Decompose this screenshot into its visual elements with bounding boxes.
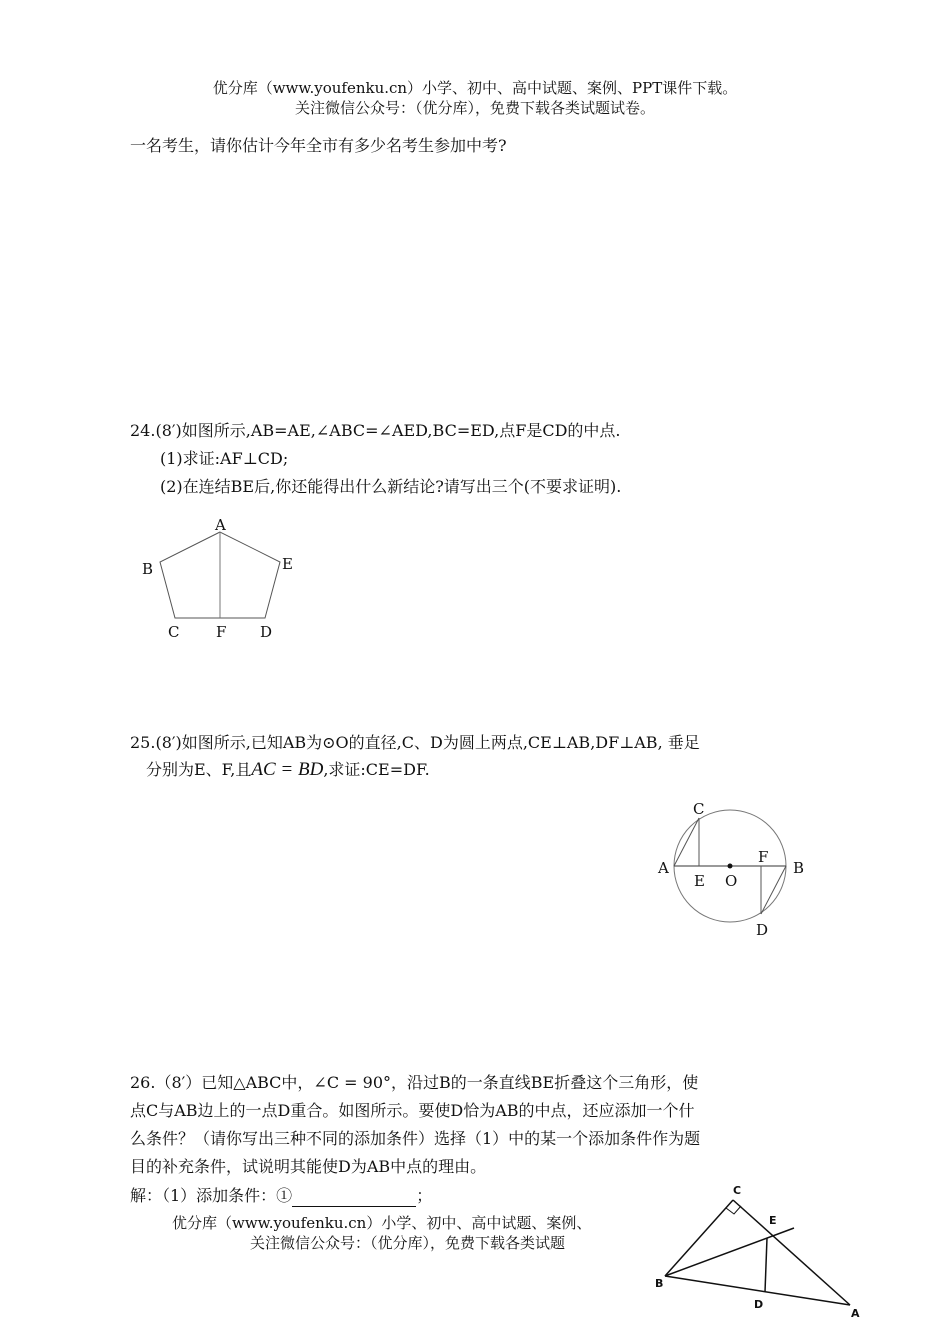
- label-B: B: [655, 1277, 664, 1290]
- q25-line2-pre: 分别为E、F,且: [146, 760, 252, 779]
- label-A: A: [215, 516, 226, 534]
- label-C: C: [168, 623, 180, 641]
- q25-equation: AC = BD: [251, 759, 324, 780]
- label-E: E: [282, 555, 293, 573]
- label-B: B: [793, 859, 805, 877]
- q24-pentagon-figure: [130, 510, 310, 645]
- label-B: B: [142, 560, 154, 578]
- label-C: C: [733, 1184, 742, 1197]
- label-E: E: [694, 872, 705, 890]
- q25-line1: 25.(8′)如图所示,已知AB为⊙O的直径,C、D为圆上两点,CE⊥AB,DF⊥AB, 垂足: [130, 733, 700, 752]
- label-F: F: [216, 623, 227, 641]
- q26-triangle-figure: [648, 1180, 868, 1322]
- q26-answer-suffix: ；: [416, 1186, 433, 1205]
- label-D: D: [260, 623, 273, 641]
- q26-line2: 点C与AB边上的一点D重合。如图所示。要使D恰为AB的中点，还应添加一个什: [130, 1101, 695, 1120]
- q24-part1: (1)求证:AF⊥CD;: [160, 449, 289, 468]
- q25-line2: [146, 759, 430, 781]
- footer-line-2: 关注微信公众号：（优分库），免费下载各类试题: [250, 1234, 566, 1252]
- header-line-1: 优分库（www.youfenku.cn）小学、初中、高中试题、案例、PPT课件下载。: [212, 79, 738, 97]
- q25-circle-figure: [650, 795, 820, 945]
- q23-tail-text: 一名考生，请你估计今年全市有多少名考生参加中考?: [130, 136, 507, 155]
- label-D: D: [756, 921, 769, 939]
- label-O: O: [725, 872, 738, 890]
- label-F: F: [758, 848, 769, 866]
- label-A: A: [851, 1307, 860, 1320]
- label-A: A: [658, 859, 669, 877]
- footer-line-1: 优分库（www.youfenku.cn）小学、初中、高中试题、案例、: [172, 1214, 592, 1232]
- label-D: D: [754, 1298, 764, 1311]
- answer-blank-1[interactable]: [292, 1190, 416, 1207]
- chord-BD: [761, 866, 786, 914]
- q26-line1: 26.（8′）已知△ABC中，∠C = 90°，沿过B的一条直线BE折叠这个三角形，使: [130, 1073, 699, 1092]
- q24-stem: 24.(8′)如图所示,AB=AE,∠ABC=∠AED,BC=ED,点F是CD的中点.: [130, 421, 621, 440]
- q25-line2-post: ,求证:CE=DF.: [323, 760, 430, 779]
- chord-AC: [674, 818, 699, 866]
- label-E: E: [769, 1214, 777, 1227]
- header-line-2: 关注微信公众号：（优分库），免费下载各类试题试卷。: [294, 99, 655, 117]
- q26-line3: 么条件？（请你写出三种不同的添加条件）选择（1）中的某一个添加条件作为题: [130, 1129, 701, 1148]
- q24-part2: (2)在连结BE后,你还能得出什么新结论?请写出三个(不要求证明).: [160, 477, 622, 496]
- q26-answer-line: [130, 1185, 432, 1207]
- center-dot: [728, 864, 733, 869]
- label-C: C: [693, 800, 705, 818]
- q26-answer-prefix: 解：（1）添加条件：①: [130, 1186, 293, 1205]
- q26-line4: 目的补充条件，试说明其能使D为AB中点的理由。: [130, 1157, 487, 1176]
